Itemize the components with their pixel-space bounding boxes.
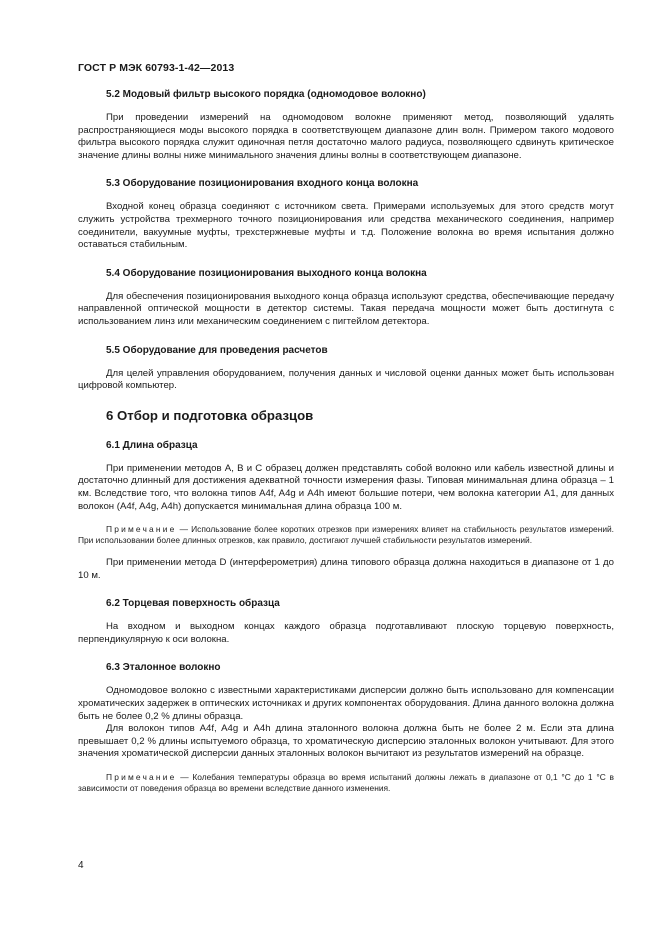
section-6-3-title: 6.3 Эталонное волокно: [106, 662, 221, 674]
section-6-2-paragraph: На входном и выходном концах каждого образца подготавливают плоскую торцевую поверхность, перпендикулярную к оси волокна.: [78, 621, 614, 645]
section-5-5-paragraph: Для целей управления оборудованием, получения данных и числовой оценки данных может быть использован цифровой компьютер.: [78, 367, 614, 392]
section-6-3-paragraph-1: Одномодовое волокно с известными характеристиками дисперсии должно быть использовано для компенсации хроматических задержек в оптических источниках и других компонентах оборудования. Длина данного волокна должна быть не более 0,2 % длины образца.: [78, 685, 614, 722]
section-5-5-title: 5.5 Оборудование для проведения расчетов: [106, 344, 328, 356]
section-6-1-title: 6.1 Длина образца: [106, 439, 198, 451]
section-6-1-paragraph-1: При применении методов А, В и С образец должен представлять собой волокно или кабель известной длины и достаточно длинный для достижения адекватной точности измерения фазы. Типовая минимальная длина образца – 1 км. Вследствие того, что волокна типов A4f, A4g и A4h имеют большие потери, чем волокна категории А1, для данных волокон (A4f, A4g, A4h) допускается минимальная длина образца 100 м.: [78, 462, 614, 512]
note-text: — Колебания температуры образца во время испытаний должны лежать в диапазоне от 0,1 °С до 1 °С в зависимости от поведения образца во времени вследствие данного изменения.: [78, 772, 614, 794]
section-5-4-paragraph: Для обеспечения позиционирования выходного конца образца используют средства, обеспечивающие передачу направленной оптической мощности в детектор системы. Такая передача мощности может быть достигнута с использованием линз или механическим соединением с пигтейлом детектора.: [78, 290, 614, 327]
note-label: Примечание: [106, 772, 177, 783]
section-6-3-note: [78, 772, 614, 794]
note-text: — Использование более коротких отрезков при измерениях влияет на стабильность результатов измерений. При использовании более длинных отрезков, как правило, достигают лучшей стабильности результатов измерений.: [78, 524, 614, 546]
section-6-1-paragraph-2: При применении метода D (интерферометрия) длина типового образца должна находиться в диапазоне от 1 до 10 м.: [78, 557, 614, 581]
section-6-title: 6 Отбор и подготовка образцов: [106, 407, 314, 423]
note-label: Примечание: [106, 524, 177, 535]
section-6-3-paragraph-2: Для волокон типов A4f, A4g и A4h длина эталонного волокна должна быть не более 2 м. Если эта длина превышает 0,2 % длины испытуемого образца, то хроматическую дисперсию эталонных волокон учитывают. Для этого значения хроматической дисперсии данных эталонных волокон вычитают из результатов измерений на образце.: [78, 723, 614, 760]
section-5-3-title: 5.3 Оборудование позиционирования входного конца волокна: [106, 178, 419, 190]
section-5-2-title: 5.2 Модовый фильтр высокого порядка (одномодовое волокно): [106, 89, 426, 100]
page-content: [78, 88, 614, 794]
section-6-2-title: 6.2 Торцевая поверхность образца: [106, 598, 280, 610]
section-5-4-title: 5.4 Оборудование позиционирования выходного конца волокна: [106, 267, 427, 279]
section-5-3-paragraph: Входной конец образца соединяют с источником света. Примерами используемых для этого средств могут служить устройства трехмерного точного позиционирования или средства механического соединения, например соединители, вакуумные муфты, трехстержневые муфты и т.д. Положение волокна во время испытания должно оставаться стабильным.: [78, 201, 614, 251]
page-number: 4: [78, 860, 84, 871]
section-6-1-note: [78, 524, 614, 546]
standard-header: ГОСТ Р МЭК 60793-1-42—2013: [78, 62, 235, 74]
section-5-2-paragraph: При проведении измерений на одномодовом волокне применяют метод, позволяющий удалять распространяющиеся моды высокого порядка в соответствующем диапазоне длин волн. Примером такого модового фильтра высокого порядка служит одиночная петля достаточно малого радиуса, позволяющего сдвинуть критическое значение длины волны ниже минимального значения длины волны в соответствующем диапазоне.: [78, 112, 614, 161]
